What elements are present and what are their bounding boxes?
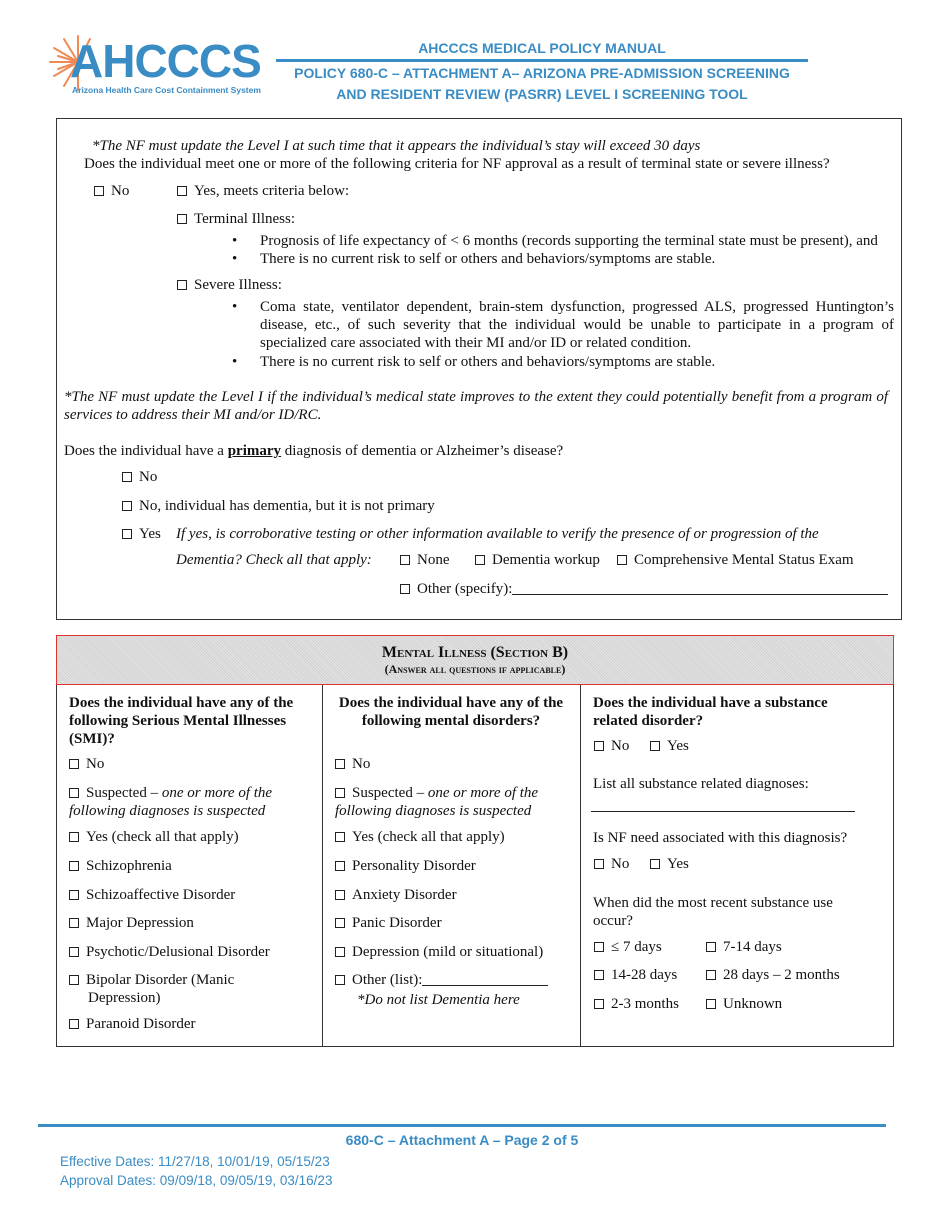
terminal-illness-option[interactable] — [177, 210, 295, 228]
section-b-header — [56, 635, 894, 685]
dementia-cmse-option[interactable] — [617, 551, 854, 569]
smi-item-option[interactable] — [69, 971, 288, 1007]
smi-item-option[interactable] — [69, 857, 172, 875]
checkbox[interactable] — [650, 859, 660, 869]
dementia-yes-option[interactable] — [122, 525, 161, 543]
option-label: Psychotic/Delusional Disorder — [86, 944, 270, 960]
option-desc: – one or more of the following diagnoses is suspected — [69, 785, 273, 819]
dementia-not-primary-option[interactable] — [122, 497, 435, 515]
column-divider — [322, 685, 323, 1047]
option-label: Major Depression — [86, 915, 194, 931]
other-list-line[interactable] — [422, 972, 548, 986]
checkbox[interactable] — [594, 859, 604, 869]
md-item-option[interactable] — [335, 886, 457, 904]
recent-use-question: When did the most recent substance use occur? — [593, 895, 833, 929]
section-b-title: Mental Illness (Section B) — [381, 644, 569, 661]
option-label: Other (list): — [352, 972, 423, 988]
md-yes-option[interactable] — [335, 828, 505, 846]
option-label: Terminal Illness: — [194, 211, 296, 227]
checkbox[interactable] — [177, 186, 187, 196]
section-b-subtitle: (Answer all questions if applicable) — [384, 662, 566, 676]
option-label: Suspected — [86, 785, 147, 801]
checkbox[interactable] — [335, 890, 345, 900]
option-label: Yes — [667, 738, 689, 754]
note-medical-state: *The NF must update the Level I if the individual’s medical state improves to the extent they could potentially benefit from a program of services to address their MI and/or ID/RC. — [64, 389, 888, 423]
checkbox[interactable] — [69, 918, 79, 928]
logo-text: AHCCCS — [70, 35, 261, 87]
recent-2-3m-option[interactable] — [594, 995, 679, 1013]
terminal-bullet-2: • There is no current risk to self or others and behaviors/symptoms are stable. — [260, 250, 715, 268]
terminal-bullet-1: • Prognosis of life expectancy of < 6 months (records supporting the terminal state must be present), and — [260, 232, 900, 250]
footer-rule — [38, 1124, 886, 1127]
option-label: No — [352, 756, 371, 772]
checkbox[interactable] — [69, 788, 79, 798]
mental-disorders-question: Does the individual have any of the following mental disorders? — [338, 695, 564, 729]
substance-list-line[interactable] — [591, 811, 855, 812]
note-30-days: *The NF must update the Level I at such time that it appears the individual’s stay will exceed 30 days — [92, 138, 701, 154]
manual-title: AHCCCS MEDICAL POLICY MANUAL — [418, 40, 666, 56]
checkbox[interactable] — [400, 555, 410, 565]
smi-question: Does the individual have any of the following Serious Mental Illnesses (SMI)? — [69, 695, 294, 747]
footer-page-label: 680-C – Attachment A – Page 2 of 5 — [345, 1132, 579, 1148]
option-desc: – one or more of the following diagnoses is suspected — [335, 785, 539, 819]
checkbox[interactable] — [594, 970, 604, 980]
checkbox[interactable] — [706, 999, 716, 1009]
checkbox[interactable] — [475, 555, 485, 565]
checkbox[interactable] — [706, 970, 716, 980]
option-label: Yes, meets criteria below: — [194, 183, 350, 199]
option-label: No — [86, 756, 105, 772]
md-item-option[interactable] — [335, 914, 442, 932]
column-divider — [580, 685, 581, 1047]
option-label: Anxiety Disorder — [352, 887, 457, 903]
question-text: Does the individual have a — [64, 443, 228, 459]
nf-need-no-option[interactable] — [594, 855, 629, 873]
smi-item-option[interactable] — [69, 886, 235, 904]
checkbox[interactable] — [335, 832, 345, 842]
nf-yes-option[interactable] — [177, 182, 349, 200]
checkbox[interactable] — [69, 890, 79, 900]
smi-no-option[interactable] — [69, 755, 104, 773]
severe-bullet-2: • There is no current risk to self or others and behaviors/symptoms are stable. — [260, 353, 715, 371]
option-label: 28 days – 2 months — [723, 967, 840, 983]
header-rule — [276, 59, 808, 62]
checkbox[interactable] — [122, 529, 132, 539]
policy-title-line2: AND RESIDENT REVIEW (PASRR) LEVEL I SCREENING TOOL — [336, 86, 748, 102]
checkbox[interactable] — [177, 214, 187, 224]
option-label: ≤ 7 days — [611, 939, 662, 955]
dementia-question — [64, 442, 563, 460]
checkbox[interactable] — [617, 555, 627, 565]
sub-yes-option[interactable] — [650, 737, 689, 755]
question-nf-approval: Does the individual meet one or more of the following criteria for NF approval as a result of terminal state or severe illness? — [84, 156, 830, 172]
md-item-option[interactable] — [335, 943, 543, 961]
option-label: Yes — [139, 526, 161, 542]
option-label: Depression (mild or situational) — [352, 944, 544, 960]
checkbox[interactable] — [122, 501, 132, 511]
option-label: Paranoid Disorder — [86, 1016, 196, 1032]
smi-item-option[interactable] — [69, 1015, 196, 1033]
footer-effective-dates: Effective Dates: 11/27/18, 10/01/19, 05/15/23 — [60, 1154, 330, 1169]
option-label: None — [417, 552, 450, 568]
md-other-option[interactable] — [335, 971, 548, 989]
question-text: diagnosis of dementia or Alzheimer’s disease? — [281, 443, 564, 459]
dementia-workup-option[interactable] — [475, 551, 600, 569]
checkbox[interactable] — [335, 918, 345, 928]
option-label: Panic Disorder — [352, 915, 442, 931]
md-other-note: *Do not list Dementia here — [357, 992, 520, 1008]
other-specify-line[interactable] — [512, 581, 888, 595]
option-label: No — [611, 738, 630, 754]
option-label: No, individual has dementia, but it is not primary — [139, 498, 435, 514]
md-no-option[interactable] — [335, 755, 370, 773]
recent-28d-2m-option[interactable] — [706, 966, 840, 984]
option-label: Bipolar Disorder (Manic Depression) — [86, 972, 235, 1006]
dementia-other-option[interactable] — [400, 580, 888, 598]
option-label: Suspected — [352, 785, 413, 801]
checkbox[interactable] — [335, 759, 345, 769]
md-suspected-option[interactable] — [335, 784, 571, 820]
recent-le7-option[interactable] — [594, 938, 662, 956]
option-label: Other (specify): — [417, 581, 513, 597]
smi-item-option[interactable] — [69, 943, 270, 961]
smi-item-option[interactable] — [69, 914, 194, 932]
option-label: No — [111, 183, 130, 199]
option-label: Dementia workup — [492, 552, 600, 568]
checkbox[interactable] — [335, 861, 345, 871]
smi-suspected-option[interactable] — [69, 784, 309, 820]
option-label: Yes — [667, 856, 689, 872]
severe-bullet-1: • Coma state, ventilator dependent, brain-stem dysfunction, progressed ALS, progressed Huntington’s disease, etc., of such severity that the individual would be unable to participate in a program of specialized care associated with their MI and/or ID or related condition. — [260, 298, 894, 352]
checkbox[interactable] — [69, 759, 79, 769]
option-label: No — [139, 469, 158, 485]
question-emphasis: primary — [227, 443, 282, 459]
option-label: Unknown — [723, 996, 783, 1012]
checkbox[interactable] — [69, 1019, 79, 1029]
dementia-none-option[interactable] — [400, 551, 450, 569]
option-label: Yes (check all that apply) — [352, 829, 505, 845]
option-label: 2-3 months — [611, 996, 679, 1012]
checkbox[interactable] — [69, 861, 79, 871]
option-label: Severe Illness: — [194, 277, 282, 293]
logo-subtitle: Arizona Health Care Cost Containment System — [72, 85, 261, 95]
severe-illness-option[interactable] — [177, 276, 282, 294]
dementia-check-all-label: Dementia? Check all that apply: — [176, 552, 372, 568]
nf-no-option[interactable] — [94, 182, 129, 200]
sub-no-option[interactable] — [594, 737, 629, 755]
option-label: Comprehensive Mental Status Exam — [634, 552, 854, 568]
option-label: Personality Disorder — [352, 858, 476, 874]
option-label: No — [611, 856, 630, 872]
option-label: 7-14 days — [723, 939, 782, 955]
footer-approval-dates: Approval Dates: 09/09/18, 09/05/19, 03/16/23 — [60, 1173, 333, 1188]
nf-need-yes-option[interactable] — [650, 855, 689, 873]
checkbox[interactable] — [69, 947, 79, 957]
header — [0, 0, 950, 110]
recent-7-14-option[interactable] — [706, 938, 782, 956]
smi-yes-option[interactable] — [69, 828, 239, 846]
substance-list-label: List all substance related diagnoses: — [593, 776, 809, 792]
checkbox[interactable] — [594, 942, 604, 952]
option-label: Yes (check all that apply) — [86, 829, 239, 845]
option-label: Schizophrenia — [86, 858, 172, 874]
recent-unknown-option[interactable] — [706, 995, 782, 1013]
dementia-yes-text: If yes, is corroborative testing or other information available to verify the presence of or progression of the — [176, 526, 819, 542]
recent-14-28-option[interactable] — [594, 966, 677, 984]
md-item-option[interactable] — [335, 857, 476, 875]
nf-need-question: Is NF need associated with this diagnosis? — [593, 830, 848, 846]
option-label: 14-28 days — [611, 967, 678, 983]
option-label: Schizoaffective Disorder — [86, 887, 236, 903]
checkbox[interactable] — [335, 788, 345, 798]
checkbox[interactable] — [706, 942, 716, 952]
checkbox[interactable] — [69, 975, 79, 985]
checkbox[interactable] — [94, 186, 104, 196]
checkbox[interactable] — [594, 741, 604, 751]
policy-title-line1: POLICY 680-C – ATTACHMENT A– ARIZONA PRE-ADMISSION SCREENING — [294, 65, 790, 81]
substance-question: Does the individual have a substance related disorder? — [593, 695, 828, 729]
checkbox[interactable] — [650, 741, 660, 751]
checkbox[interactable] — [122, 472, 132, 482]
checkbox[interactable] — [335, 947, 345, 957]
checkbox[interactable] — [177, 280, 187, 290]
checkbox[interactable] — [594, 999, 604, 1009]
checkbox[interactable] — [335, 975, 345, 985]
checkbox[interactable] — [400, 584, 410, 594]
dementia-no-option[interactable] — [122, 468, 157, 486]
checkbox[interactable] — [69, 832, 79, 842]
